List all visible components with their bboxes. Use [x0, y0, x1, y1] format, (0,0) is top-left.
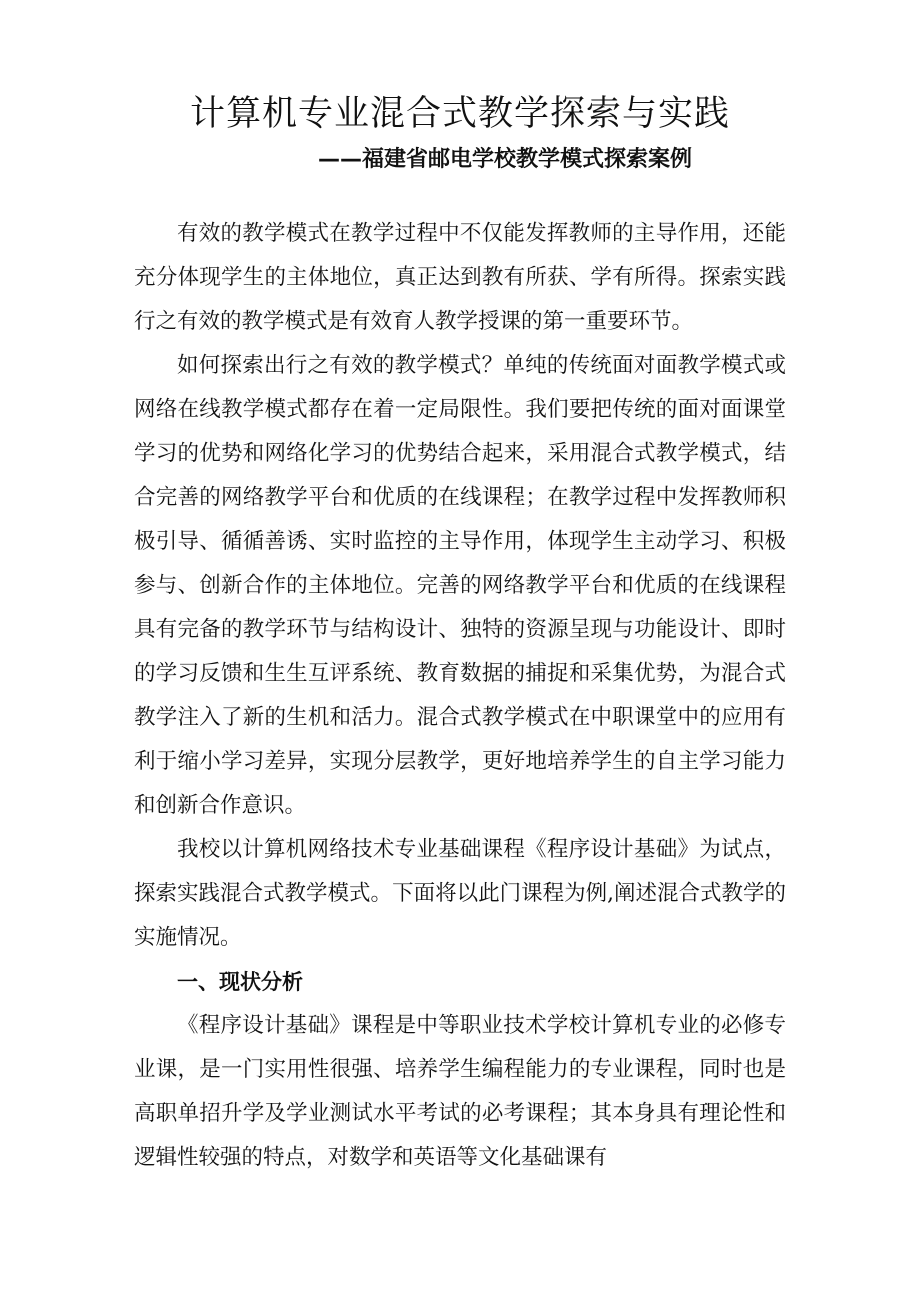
paragraph-status-analysis: 《程序设计基础》课程是中等职业技术学校计算机专业的必修专业课，是一门实用性很强、培养学生编程能力的专业课程，同时也是高职单招升学及学业测试水平考试的必考课程；其本身具有理论性和逻辑性较强的特点，对数学和英语等文化基础课有 — [134, 1013, 786, 1170]
paragraph-blended-model: 如何探索出行之有效的教学模式？单纯的传统面对面教学模式或网络在线教学模式都存在着一定局限性。我们要把传统的面对面课堂学习的优势和网络化学习的优势结合起来，采用混合式教学模式，结合完善的网络教学平台和优质的在线课程；在教学过程中发挥教师积极引导、循循善诱、实时监控的主导作用，体现学生主动学习、积极参与、创新合作的主体地位。完善的网络教学平台和优质的在线课程具有完备的教学环节与结构设计、独特的资源呈现与功能设计、即时的学习反馈和生生互评系统、教育数据的捕捉和采集优势，为混合式教学注入了新的生机和活力。混合式教学模式在中职课堂中的应用有利于缩小学习差异，实现分层教学，更好地培养学生的自主学习能力和创新合作意识。 — [134, 353, 786, 818]
document-title: 计算机专业混合式教学探索与实践 — [189, 94, 730, 134]
paragraph-pilot-course: 我校以计算机网络技术专业基础课程《程序设计基础》为试点，探索实践混合式教学模式。下面将以此门课程为例,阐述混合式教学的实施情况。 — [134, 837, 786, 950]
document-subtitle: ——福建省邮电学校教学模式探索案例 — [318, 147, 693, 172]
paragraph-intro: 有效的教学模式在教学过程中不仅能发挥教师的主导作用，还能充分体现学生的主体地位，真正达到教有所获、学有所得。探索实践行之有效的教学模式是有效育人教学授课的第一重要环节。 — [134, 221, 786, 334]
section-heading: 一、现状分析 — [177, 970, 303, 994]
document-body — [134, 212, 786, 1180]
